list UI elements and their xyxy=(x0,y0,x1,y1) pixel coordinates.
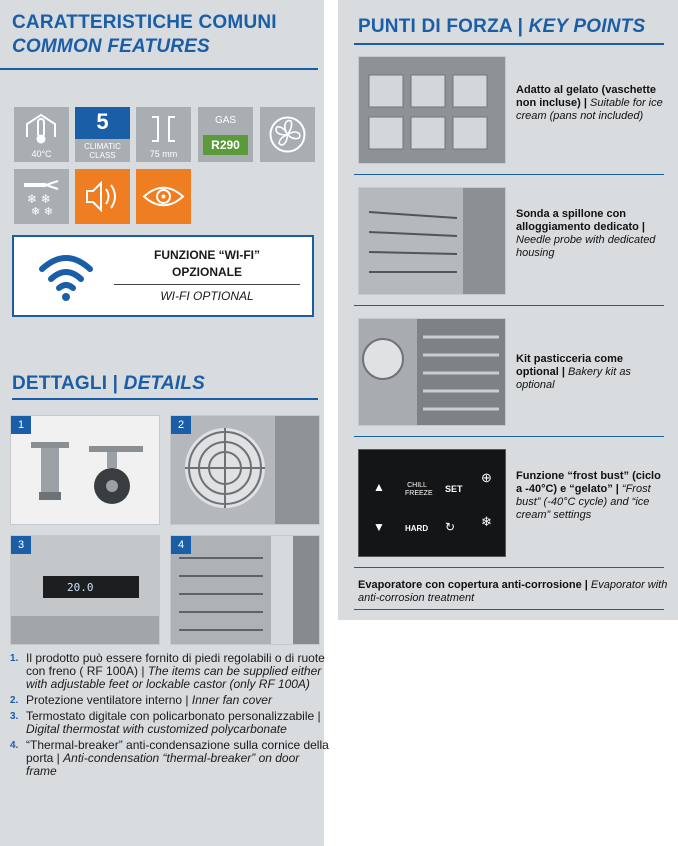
key-points-panel xyxy=(338,0,678,620)
details-title: DETTAGLI | DETAILS xyxy=(12,373,205,394)
divider xyxy=(12,398,318,400)
common-features-title: CARATTERISTICHE COMUNI xyxy=(12,12,277,33)
thumb-fan-cover xyxy=(170,415,320,525)
climatic-class-caption: CLIMATIC CLASS xyxy=(84,142,121,160)
thumb-number: 3 xyxy=(11,536,31,554)
wifi-optional-box xyxy=(12,235,314,317)
kp-evaporator-text: Evaporatore con copertura anti-corrosione | Evaporator with anti-corrosion treatment xyxy=(358,579,668,604)
climatic-class-value: 5 xyxy=(96,109,109,134)
key-points-title: PUNTI DI FORZA | KEY POINTS xyxy=(358,16,646,37)
thumb-number: 1 xyxy=(11,416,31,434)
list-item: 1. Il prodotto può essere fornito di piedi regolabili o di ruote con freno ( RF 100A) | The items can be supplied either with adjustable feet or lockable castor (only RF 100A) xyxy=(10,651,325,691)
common-features-subtitle: COMMON FEATURES xyxy=(12,36,210,57)
kp-frost-bust-text: Funzione “frost bust” (ciclo a -40°C) e “gelato” | “Frost bust” (-40°C cycle) and “ice cream” settings xyxy=(516,470,661,521)
insulation-caption: 75 mm xyxy=(149,149,178,159)
set-button-label: SET xyxy=(445,484,463,494)
kp-image-needle-probe xyxy=(358,187,506,295)
kp-needle-probe-text: Sonda a spillone con alloggiamento dedicato | Needle probe with dedicated housing xyxy=(516,208,656,259)
thermostat-display: 20.0 xyxy=(67,581,94,594)
snowflake-icon: ❄ xyxy=(481,514,492,529)
svg-text:❄ ❄: ❄ ❄ xyxy=(27,192,51,206)
thermometer-icon xyxy=(14,107,69,162)
thermometer-small-icon: ⊕ xyxy=(481,470,492,485)
divider xyxy=(0,68,318,70)
svg-text:❄ ❄: ❄ ❄ xyxy=(31,205,53,218)
divider xyxy=(354,174,664,175)
thumb-number: 4 xyxy=(171,536,191,554)
hard-button-label: HARD xyxy=(405,524,429,533)
chill-freeze-button-label: CHILL FREEZE xyxy=(405,482,433,497)
list-item: 3. Termostato digitale con policarbonato personalizzabile | Digital thermostat with customized polycarbonate xyxy=(10,709,321,736)
insulation-icon xyxy=(136,107,191,162)
arrow-down-icon: ▼ xyxy=(373,520,385,534)
defrost-icon xyxy=(14,169,69,224)
wifi-title-line1: FUNZIONE “WI-FI” xyxy=(154,248,260,262)
divider xyxy=(354,609,664,610)
thumb-thermostat xyxy=(10,535,160,645)
details-list xyxy=(10,652,330,781)
divider xyxy=(354,436,664,437)
temperature-caption: 40°C xyxy=(31,149,52,159)
gas-badge xyxy=(198,107,253,162)
climatic-class-badge xyxy=(75,107,130,162)
kp-image-ice-cream xyxy=(358,56,506,164)
thumb-feet-castor xyxy=(10,415,160,525)
kp-bakery-kit-text: Kit pasticceria come optional | Bakery kit as optional xyxy=(516,353,631,391)
wifi-subtitle: WI-FI OPTIONAL xyxy=(160,289,254,303)
thumb-thermal-breaker xyxy=(170,535,320,645)
list-item: 2. Protezione ventilatore interno | Inner fan cover xyxy=(10,693,272,707)
wifi-icon xyxy=(36,251,96,303)
arrow-up-icon: ▲ xyxy=(373,480,385,494)
sound-alarm-icon xyxy=(75,169,130,224)
divider xyxy=(354,305,664,306)
kp-image-control-panel xyxy=(358,449,506,557)
wifi-title-line2: OPZIONALE xyxy=(171,265,242,279)
divider xyxy=(354,567,664,568)
visibility-icon xyxy=(136,169,191,224)
gas-value: R290 xyxy=(203,135,248,155)
list-item: 4. “Thermal-breaker” anti-condensazione sulla cornice della porta | Anti-condensation “thermal-breaker” on door frame xyxy=(10,738,329,778)
gas-label: GAS xyxy=(214,115,237,126)
common-features-panel xyxy=(0,0,329,846)
kp-image-bakery-kit xyxy=(358,318,506,426)
thumb-number: 2 xyxy=(171,416,191,434)
divider xyxy=(354,43,664,45)
timer-icon: ↻ xyxy=(445,520,456,534)
fan-icon xyxy=(260,107,315,162)
kp-ice-cream-text: Adatto al gelato (vaschette non incluse) | Suitable for ice cream (pans not included) xyxy=(516,84,663,122)
